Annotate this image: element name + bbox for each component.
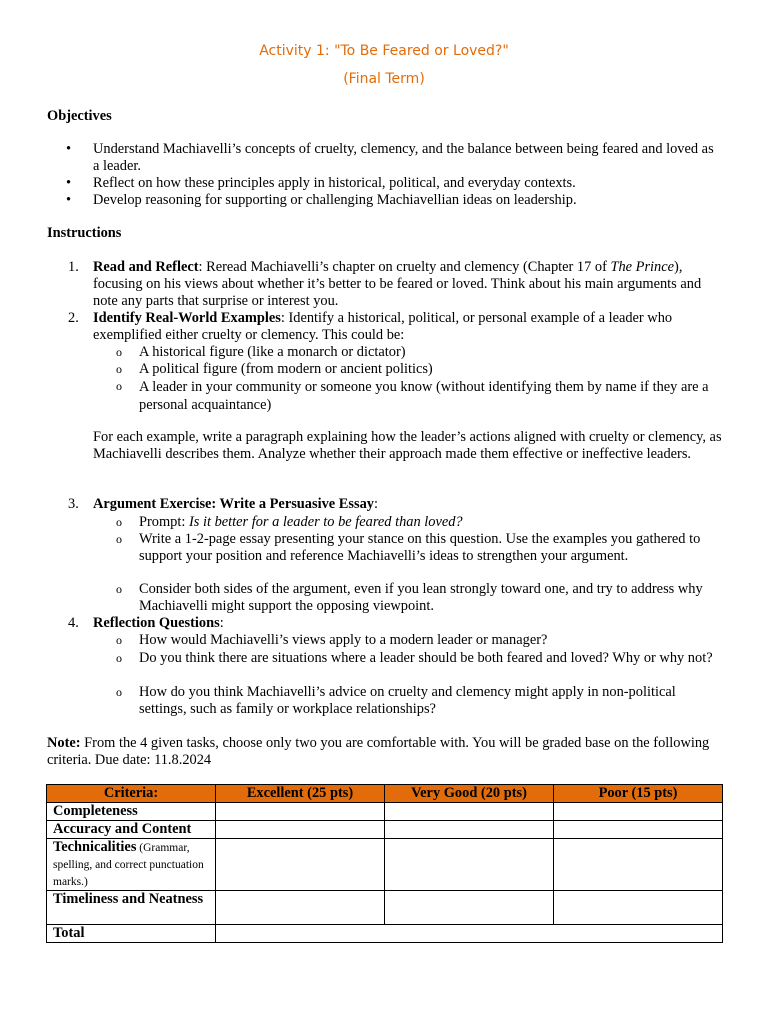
rubric-header-cell: Very Good (20 pts) <box>385 785 554 803</box>
rubric-table <box>46 784 723 943</box>
instructions-heading: Instructions <box>47 225 122 241</box>
rubric-header-cell: Criteria: <box>47 785 216 803</box>
rubric-row <box>47 821 723 839</box>
circle-bullet-icon: o <box>116 582 122 596</box>
bullet-icon: • <box>66 141 72 157</box>
activity-subtitle: (Final Term) <box>343 71 425 87</box>
circle-bullet-icon: o <box>116 379 122 393</box>
rubric-header-row <box>47 785 723 803</box>
score-cell <box>554 891 723 925</box>
rubric-total-row <box>47 925 723 943</box>
circle-bullet-icon: o <box>116 515 122 529</box>
circle-bullet-icon: o <box>116 651 122 665</box>
score-cell <box>554 839 723 891</box>
rubric-header-cell: Poor (15 pts) <box>554 785 723 803</box>
step-paragraph: For each example, write a paragraph explaining how the leader’s actions aligned with cruelty or clemency, as Machiavelli describes them. Analyze whether their approach made them effective or ineffective leaders. <box>93 429 722 462</box>
score-cell <box>385 821 554 839</box>
criterion-cell: Technicalities (Grammar, spelling, and correct punctuation marks.) <box>47 839 216 891</box>
score-cell <box>216 839 385 891</box>
score-cell <box>554 803 723 821</box>
rubric-row <box>47 891 723 925</box>
score-cell <box>385 803 554 821</box>
total-label-cell: Total <box>47 925 216 943</box>
circle-bullet-icon: o <box>116 532 122 546</box>
score-cell <box>554 821 723 839</box>
score-cell <box>216 803 385 821</box>
circle-bullet-icon: o <box>116 685 122 699</box>
circle-bullet-icon: o <box>116 633 122 647</box>
document-page: Activity 1: "To Be Feared or Loved?" (Final Term) Objectives • Understand Machiavelli’s concepts of cruelty, clemency, and the balance between being feared and loved as a leader. • Reflect on how these principles apply in historical, political, and everyday contexts. • Develop reasoning for supporting or challenging Machiavellian ideas on leadership. Instructions 1. Read and Reflect: Reread Machiavelli’s chapter on cruelty and clemency (Chapter 17 of The Prince), focusing on his views about whether it’s better to be feared or loved. Think about his main arguments and note any parts that surprise or interest you. 2. Identify Real-World Examples: Identify a historical, political, or personal example of a leader who exemplified either cruelty or clemency. This could be: o A historical figure (like a monarch or dictator) o A political figure (from modern or ancient politics) o A leader in your community or someone you know (without identifying them by name if they are a personal acquaintance) For each example, write a paragraph explaining how the leader’s actions aligned with cruelty or clemency, as Machiavelli describes them. Analyze whether their approach made them effective or ineffective leaders. 3. Argument Exercise: Write a Persuasive Essay: o Prompt: Is it better for a leader to be feared than loved? o Write a 1-2-page essay presenting your stance on this question. Use the examples you gathered to support your position and reference Machiavelli’s ideas to strengthen your argument. o Consider both sides of the argument, even if you lean strongly toward one, and try to address why Machiavelli might support the opposing viewpoint. 4. Reflection Questions: o How would Machiavelli’s views apply to a modern leader or manager? o Do you think there are situations where a leader should be both feared and loved? Why or why not? o How do you think Machiavelli’s advice on cruelty and clemency might apply in non-political settings, such as family or workplace relationships? Note: From the 4 given tasks, choose only two you are comfortable with. You will be graded base on the following criteria. Due date: 11.8.2024 Criteria: Excellent (25 pts) Very Good (20 pts) Poor (15 pts) Completeness Accuracy and Content Technicalities (Grammar, spelling, and correct punctuation marks.) Timeliness and Neatness Total <box>0 0 768 1024</box>
circle-bullet-icon: o <box>116 345 122 359</box>
score-cell <box>385 891 554 925</box>
activity-title: Activity 1: "To Be Feared or Loved?" <box>259 43 509 59</box>
score-cell <box>216 891 385 925</box>
objectives-heading: Objectives <box>47 108 112 124</box>
criterion-cell: Completeness <box>47 803 216 821</box>
criterion-cell: Timeliness and Neatness <box>47 891 216 925</box>
bullet-icon: • <box>66 175 72 191</box>
grading-note: Note: From the 4 given tasks, choose only two you are comfortable with. You will be graded base on the following criteria. Due date: 11.8.2024 <box>47 735 710 768</box>
rubric-row <box>47 803 723 821</box>
circle-bullet-icon: o <box>116 362 122 376</box>
rubric-header-cell: Excellent (25 pts) <box>216 785 385 803</box>
score-cell <box>385 839 554 891</box>
total-value-cell <box>216 925 723 943</box>
criterion-cell: Accuracy and Content <box>47 821 216 839</box>
score-cell <box>216 821 385 839</box>
bullet-icon: • <box>66 192 72 208</box>
rubric-row <box>47 839 723 891</box>
